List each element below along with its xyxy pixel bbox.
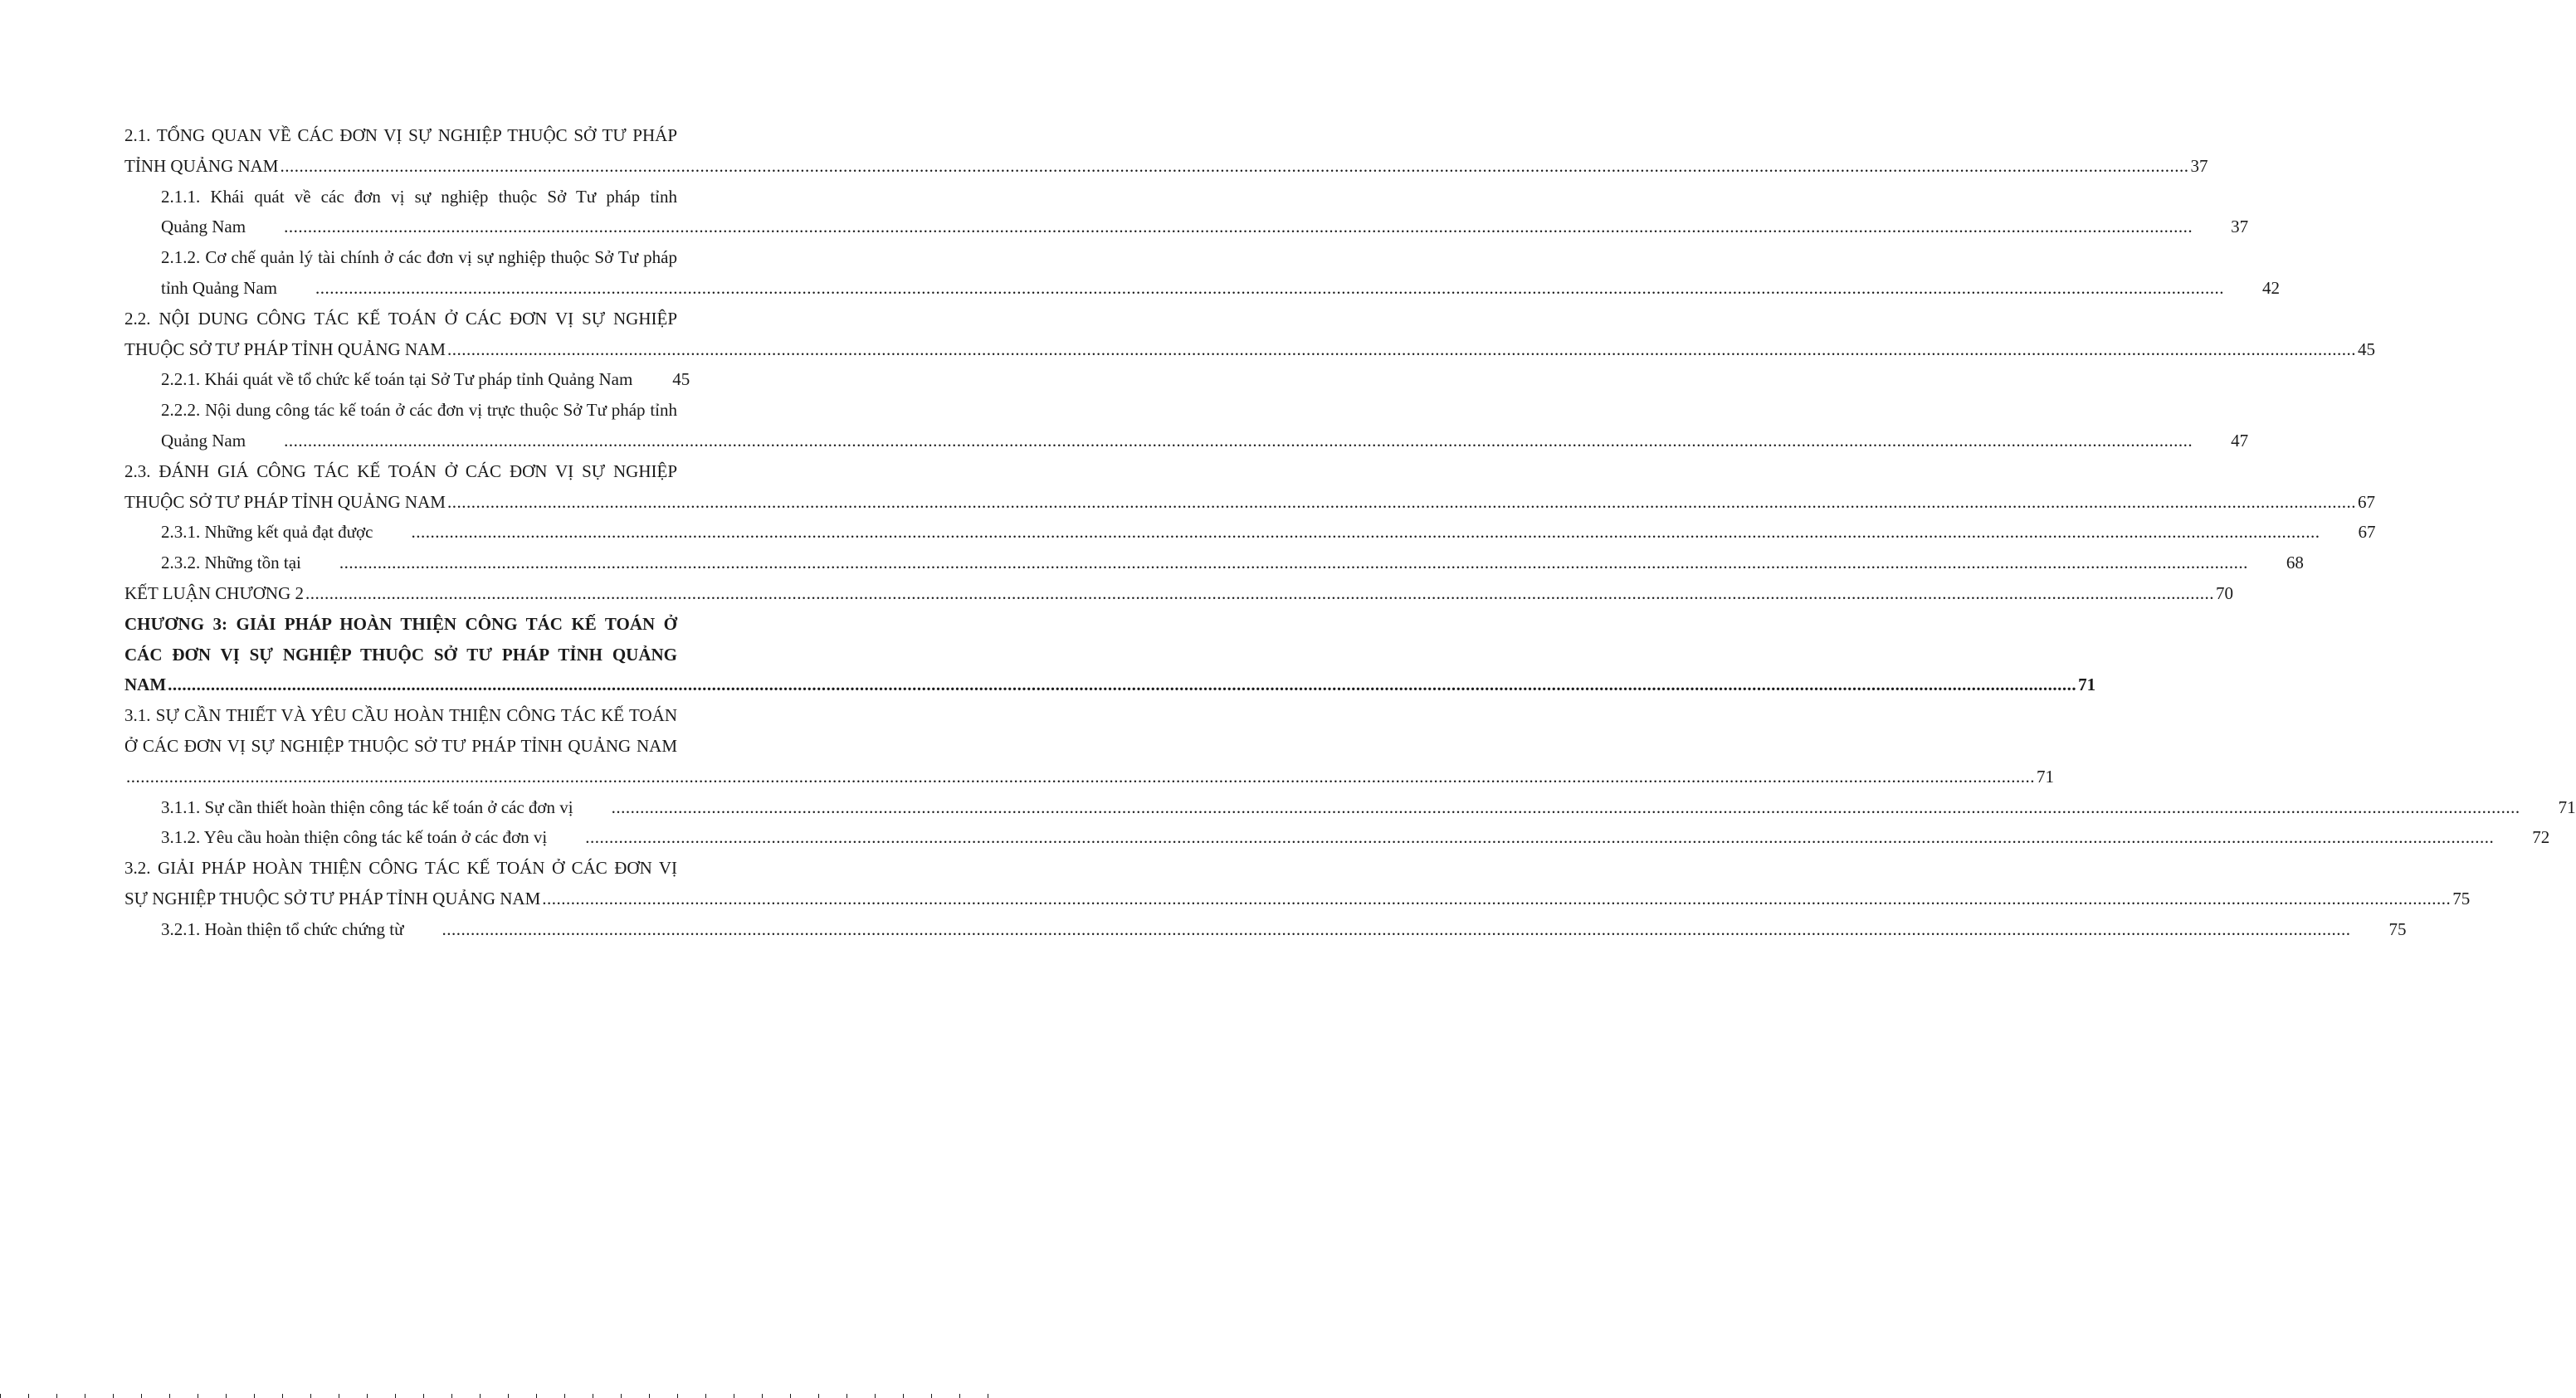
dot-leader: ................................................................................................................................................................................................................................................................................................................................................................................................................ xyxy=(446,339,2356,359)
toc-entry-leader-line xyxy=(124,334,2375,365)
toc-page-number: 47 xyxy=(2231,430,2249,451)
toc-entry-title: 2.3.1. Những kết quả đạt được xyxy=(161,522,373,543)
toc-entry xyxy=(124,609,2096,700)
toc-entry-text-line: Ở CÁC ĐƠN VỊ SỰ NGHIỆP THUỘC SỞ TƯ PHÁP TỈNH QUẢNG NAM xyxy=(124,735,677,756)
toc-page-number: 45 xyxy=(2357,339,2375,359)
dot-leader: ................................................................................................................................................................................................................................................................................................................................................................................................................ xyxy=(542,888,2452,908)
toc-entry-leader-line xyxy=(124,151,2208,182)
toc-page-number: 71 xyxy=(2037,766,2054,787)
toc-entry-leader-line xyxy=(124,212,2249,242)
toc-entry xyxy=(124,517,2376,548)
toc-entry-text-line: 3.1. SỰ CẦN THIẾT VÀ YÊU CẦU HOÀN THIỆN CÔNG TÁC KẾ TOÁN xyxy=(124,705,677,726)
toc-entry xyxy=(124,182,2249,243)
dot-leader: ................................................................................................................................................................................................................................................................................................................................................................................................................ xyxy=(611,796,2520,817)
toc-entry-title: NAM xyxy=(124,675,167,695)
page-bottom-ruler xyxy=(0,1394,989,1398)
toc-page-number: 71 xyxy=(2078,675,2096,695)
dot-leader: ................................................................................................................................................................................................................................................................................................................................................................................................................ xyxy=(168,675,2077,695)
dot-leader: ................................................................................................................................................................................................................................................................................................................................................................................................................ xyxy=(339,553,2248,573)
toc-page-number: 37 xyxy=(2190,155,2208,176)
toc-entry-leader-line xyxy=(124,548,2304,578)
toc-entry-leader-line xyxy=(124,364,690,395)
toc-entry-title: 3.2.1. Hoàn thiện tổ chức chứng từ xyxy=(161,918,404,939)
toc-entry-leader-line xyxy=(124,914,2407,945)
toc-entry-text-line: CHƯƠNG 3: GIẢI PHÁP HOÀN THIỆN CÔNG TÁC KẾ TOÁN Ở xyxy=(124,613,677,634)
toc-entry-leader-line xyxy=(124,792,2576,823)
toc-page-number: 75 xyxy=(2388,918,2407,939)
toc-page-number: 37 xyxy=(2231,217,2249,237)
toc-page-number: 42 xyxy=(2261,277,2280,298)
toc-entry-title: 2.3.2. Những tồn tại xyxy=(161,553,301,573)
toc-entry-text-line: 2.1.2. Cơ chế quản lý tài chính ở các đơn vị sự nghiệp thuộc Sở Tư pháp xyxy=(161,247,677,268)
dot-leader: ................................................................................................................................................................................................................................................................................................................................................................................................................ xyxy=(280,155,2189,176)
toc-entry xyxy=(124,700,2054,792)
dot-leader: ................................................................................................................................................................................................................................................................................................................................................................................................................ xyxy=(446,491,2356,512)
toc-page-number: 67 xyxy=(2357,491,2375,512)
toc-entry xyxy=(124,822,2550,853)
dot-leader: ................................................................................................................................................................................................................................................................................................................................................................................................................ xyxy=(126,766,2035,787)
toc-entry-leader-line xyxy=(124,670,2096,700)
toc-entry-title: tỉnh Quảng Nam xyxy=(161,277,277,298)
toc-entry-text-line: 2.1.1. Khái quát về các đơn vị sự nghiệp thuộc Sở Tư pháp tỉnh xyxy=(161,186,677,207)
toc-entry xyxy=(124,792,2576,823)
toc-entry-title: TỈNH QUẢNG NAM xyxy=(124,155,279,176)
toc-page-number: 68 xyxy=(2286,553,2304,573)
toc-entry xyxy=(124,395,2249,456)
toc-entry-text-line: 2.3. ĐÁNH GIÁ CÔNG TÁC KẾ TOÁN Ở CÁC ĐƠN VỊ SỰ NGHIỆP xyxy=(124,460,677,481)
toc-entry-leader-line xyxy=(124,487,2375,518)
toc-entry-text-line: 2.1. TỔNG QUAN VỀ CÁC ĐƠN VỊ SỰ NGHIỆP THUỘC SỞ TƯ PHÁP xyxy=(124,125,677,145)
toc-entry xyxy=(124,456,2375,518)
toc-entry-title: 3.1.2. Yêu cầu hoàn thiện công tác kế toán ở các đơn vị xyxy=(161,827,548,848)
toc-entry-title: Quảng Nam xyxy=(161,430,246,451)
toc-entry-text-line: 2.2. NỘI DUNG CÔNG TÁC KẾ TOÁN Ở CÁC ĐƠN VỊ SỰ NGHIỆP xyxy=(124,308,677,329)
toc-entry-title: SỰ NGHIỆP THUỘC SỞ TƯ PHÁP TỈNH QUẢNG NAM xyxy=(124,888,541,908)
dot-leader: ................................................................................................................................................................................................................................................................................................................................................................................................................ xyxy=(315,277,2224,298)
toc-entry-text-line: CÁC ĐƠN VỊ SỰ NGHIỆP THUỘC SỞ TƯ PHÁP TỈNH QUẢNG xyxy=(124,644,677,665)
toc-page-number: 45 xyxy=(672,369,690,390)
toc-entry-title: 2.2.1. Khái quát về tổ chức kế toán tại Sở Tư pháp tỉnh Quảng Nam xyxy=(161,369,633,390)
toc-entry-leader-line xyxy=(124,762,2054,792)
toc-entry-leader-line xyxy=(124,517,2376,548)
toc-entry xyxy=(124,242,2280,304)
toc-entry xyxy=(124,578,2233,609)
dot-leader: ................................................................................................................................................................................................................................................................................................................................................................................................................ xyxy=(305,582,2214,603)
toc-entry xyxy=(124,120,2208,182)
toc-entry xyxy=(124,364,690,395)
toc-entry-title: 3.1.1. Sự cần thiết hoàn thiện công tác kế toán ở các đơn vị xyxy=(161,796,573,817)
toc-entry-leader-line xyxy=(124,884,2471,914)
toc-entry-leader-line xyxy=(124,822,2550,853)
dot-leader: ................................................................................................................................................................................................................................................................................................................................................................................................................ xyxy=(284,430,2193,451)
dot-leader: ................................................................................................................................................................................................................................................................................................................................................................................................................ xyxy=(585,827,2495,848)
dot-leader: ................................................................................................................................................................................................................................................................................................................................................................................................................ xyxy=(411,522,2320,543)
toc-entry-text-line: 3.2. GIẢI PHÁP HOÀN THIỆN CÔNG TÁC KẾ TOÁN Ở CÁC ĐƠN VỊ xyxy=(124,858,677,879)
toc-page-number: 70 xyxy=(2215,582,2233,603)
dot-leader: ................................................................................................................................................................................................................................................................................................................................................................................................................ xyxy=(284,217,2193,237)
toc-page-number: 75 xyxy=(2452,888,2471,908)
toc-entry-leader-line xyxy=(124,578,2233,609)
toc-entry xyxy=(124,914,2407,945)
toc-entry-title: KẾT LUẬN CHƯƠNG 2 xyxy=(124,582,304,603)
toc-page-number: 72 xyxy=(2532,827,2550,848)
toc-entry-title: THUỘC SỞ TƯ PHÁP TỈNH QUẢNG NAM xyxy=(124,339,446,359)
toc-entry xyxy=(124,304,2375,365)
toc-entry xyxy=(124,853,2471,914)
dot-leader: ................................................................................................................................................................................................................................................................................................................................................................................................................ xyxy=(442,918,2351,939)
toc-entry-leader-line xyxy=(124,273,2280,304)
table-of-contents xyxy=(124,120,2576,945)
toc-page-number: 67 xyxy=(2358,522,2376,543)
toc-entry-leader-line xyxy=(124,426,2249,456)
toc-entry xyxy=(124,548,2304,578)
toc-entry-title: Quảng Nam xyxy=(161,217,246,237)
toc-page-number: 71 xyxy=(2558,796,2576,817)
toc-entry-text-line: 2.2.2. Nội dung công tác kế toán ở các đơn vị trực thuộc Sở Tư pháp tỉnh xyxy=(161,400,677,421)
toc-entry-title: THUỘC SỞ TƯ PHÁP TỈNH QUẢNG NAM xyxy=(124,491,446,512)
